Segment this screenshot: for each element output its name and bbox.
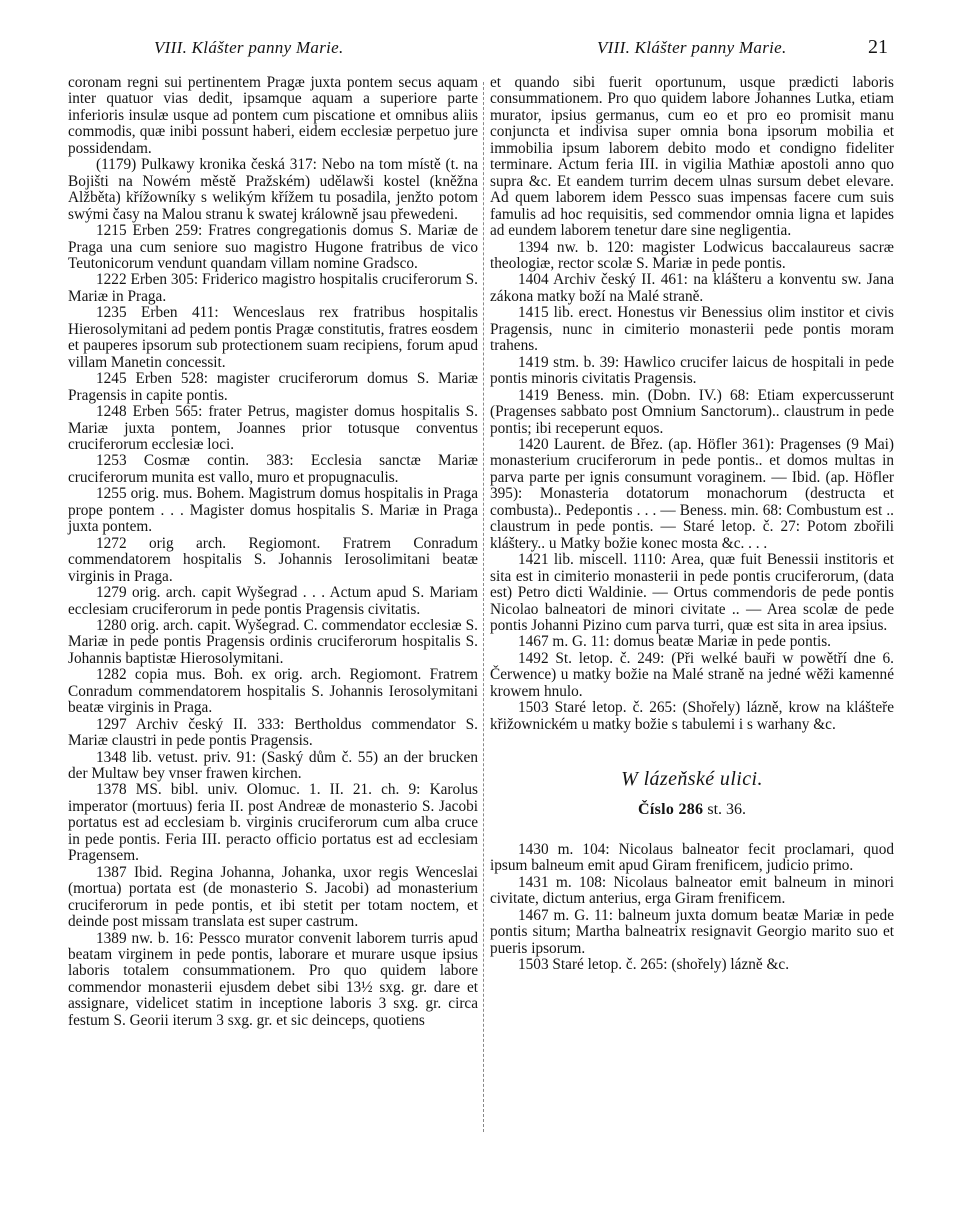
- paragraph: 1253 Cosmæ contin. 383: Ecclesia sanctæ Mariæ cruciferorum munita est vallo, muro et propugnaculis.: [68, 452, 478, 486]
- paragraph: 1248 Erben 565: frater Petrus, magister domus hospitalis S. Mariæ juxta pontem, Joannes prior totusque conventus cruciferorum ecclesiæ loci.: [68, 403, 478, 453]
- right-column: [490, 75, 894, 974]
- paragraph: 1282 copia mus. Boh. ex orig. arch. Regiomont. Fratrem Conradum commendatorem hospitalis S. Johannis Ierosolymitani beatæ virginis in Praga.: [68, 666, 478, 717]
- running-header-right: VIII. Klášter panny Marie.: [597, 38, 787, 57]
- paragraph: 1255 orig. mus. Bohem. Magistrum domus hospitalis in Praga prope pontem . . . Magister domus hospitalis S. Mariæ in Praga juxta pontem.: [68, 485, 478, 536]
- paragraph: 1387 Ibid. Regina Johanna, Johanka, uxor regis Wenceslai (mortua) portata est (de monasterio S. Jacobi) ad monasterium cruciferorum in pede pontis, et ibi stetit per totam noctem, et deinde post missam translata est super castrum.: [68, 863, 478, 931]
- page-number: 21: [868, 36, 888, 58]
- paragraph: 1245 Erben 528: magister cruciferorum domus S. Mariæ Pragensis in capite pontis.: [68, 370, 478, 404]
- paragraph: 1503 Staré letop. č. 265: (Shořely) lázně, krow na klášteře křižownickém u matky božie s tabulemi i s warhany &c.: [490, 699, 894, 733]
- house-number: [490, 802, 894, 818]
- house-number-suffix: st. 36.: [707, 800, 747, 818]
- paragraph: 1467 m. G. 11: domus beatæ Mariæ in pede pontis.: [518, 633, 831, 651]
- column-divider: [483, 82, 484, 1132]
- paragraph: 1279 orig. arch. capit Wyšegrad . . . Actum apud S. Mariam ecclesiam cruciferorum in pede pontis Pragensis civitatis.: [68, 584, 478, 618]
- paragraph: 1467 m. G. 11: balneum juxta domum beatæ Mariæ in pede pontis situm; Martha balneatrix resignavit Georgio marito suo et pueris ipsorum.: [490, 906, 894, 957]
- section-title: W lázeňské ulici.: [621, 768, 763, 791]
- paragraph: 1419 Beness. min. (Dobn. IV.) 68: Etiam expercusserunt (Pragenses sabbato post Omnium Sanctorum).. claustrum in pede pontis; ibi receperunt equos.: [490, 386, 894, 437]
- paragraph: 1415 lib. erect. Honestus vir Benessius olim institor et civis Pragensis, nunc in cimiterio monasterii pede pontis moram trahens.: [490, 304, 894, 355]
- paragraph: 1419 stm. b. 39: Hawlico crucifer laicus de hospitali in pede pontis minoris civitatis Pragensis.: [490, 353, 894, 388]
- house-number-label: Číslo 286: [637, 800, 704, 818]
- paragraph: coronam regni sui pertinentem Pragæ juxta pontem secus aquam inter quatuor vias dedit, ipsamque aquam a superiore parte inferioris insulæ usque ad pontem cum piscatione et omnibus aliis commodis, quæ inibi possunt haberi, eidem ecclesiæ perpetuo jure possidendam.: [68, 74, 478, 157]
- running-header-left: VIII. Klášter panny Marie.: [154, 38, 344, 57]
- paragraph: 1503 Staré letop. č. 265: (shořely) lázně &c.: [518, 956, 790, 974]
- paragraph: 1394 nw. b. 120: magister Lodwicus baccalaureus sacræ theologiæ, rector scolæ S. Mariæ in pede pontis.: [490, 238, 894, 272]
- paragraph: 1389 nw. b. 16: Pessco murator convenit laborem turris apud beatam virginem in pede pontis, laborare et murare usque ipsius laboris totalem consummationem. Pro quo quidem labore commendor monasterii ejusdem debet sibi 13½ sxg. gr. dare et assignare, videlicet statim in inceptione laboris 3 sxg. gr. circa festum S. Georii iterum 3 sxg. gr. et sic deinceps, quotiens: [68, 929, 478, 1029]
- paragraph: 1235 Erben 411: Wenceslaus rex fratribus hospitalis Hierosolymitani ad pedem pontis Pragæ constitutis, fratres eosdem et pauperes ipsorum sub protectionem suam recipiens, forum apud villam Manetin concessit.: [68, 304, 478, 371]
- paragraph: 1280 orig. arch. capit. Wyšegrad. C. commendator ecclesiæ S. Mariæ in pede pontis Pragensis ordinis cruciferorum hospitalis S. Johannis baptistæ Hierosolymitani.: [68, 616, 478, 667]
- paragraph: 1215 Erben 259: Fratres congregationis domus S. Mariæ de Praga una cum seniore suo magistro Hugone fratribus de vico Teutonicorum vendunt quandam villam nomine Gradsco.: [68, 222, 478, 272]
- paragraph: 1222 Erben 305: Friderico magistro hospitalis cruciferorum S. Mariæ in Praga.: [68, 271, 478, 305]
- paragraph: 1420 Laurent. de Břez. (ap. Höfler 361): Pragenses (9 Mai) monasterium cruciferorum in pede pontis.. et domos multas in parva parte per ignis consumunt voraginem. — Ibid. (ap. Höfler 395): Monasteria dotatorum monachorum (destructa et combusta).. Pedepontis . . . — Beness. min. 68: Combustum est .. claustrum in pede pontis. — Staré letop. č. 27: Potom zbořili kláštery.. u Matky božie konec mosta &c. . . .: [490, 435, 894, 552]
- left-column: [68, 75, 478, 1029]
- paragraph: 1430 m. 104: Nicolaus balneator fecit proclamari, quod ipsum balneum emit apud Giram frenificem, judicio primo.: [490, 841, 894, 875]
- paragraph: 1431 m. 108: Nicolaus balneator emit balneum in minori civitate, dictum anterius, erga Giram frenificem.: [490, 873, 894, 908]
- paragraph: 1348 lib. vetust. priv. 91: (Saský dům č. 55) an der brucken der Multaw bey vnser frawen kirchen.: [68, 748, 478, 783]
- paragraph: (1179) Pulkawy kronika česká 317: Nebo na tom místě (t. na Bojišti na Nowém městě Pražském) udělawši kostel (kněžna Alžběta) křížowníky s welikým křížem tu posadila, jenžto potom swými časy na Malou stranu k swatej králowně jsau přewedeni.: [68, 156, 478, 223]
- paragraph: 1272 orig arch. Regiomont. Fratrem Conradum commendatorem hospitalis S. Johannis Ierosolimitani beatæ virginis in Praga.: [68, 534, 478, 585]
- paragraph: 1492 St. letop. č. 249: (Při welké bauři w powětří dne 6. Čerwence) u matky božie na Malé straně na jedné wěži kamenné krowem hnulo.: [490, 649, 894, 700]
- paragraph: 1297 Archiv český II. 333: Bertholdus commendator S. Mariæ claustri in pede pontis Pragensis.: [68, 715, 478, 750]
- paragraph: 1378 MS. bibl. univ. Olomuc. 1. II. 21. ch. 9: Karolus imperator (mortuus) feria II. post Andreæ de monasterio S. Jacobi portatus est ad ecclesiam b. virginis cruciferorum cum alba cruce in pede pontis. Feria III. peracto officio portatus est ad ecclesiam Pragensem.: [68, 781, 478, 865]
- paragraph: 1421 lib. miscell. 1110: Area, quæ fuit Benessii institoris et sita est in cimiterio monasterii in pede pontis cruciferorum, (data est) Petro dicti Waldinie. — Ortus commendoris de pede pontis Nicolao balneatori de minori civitate .. — Area scolæ de pede pontis Johanni Pizino cum parva turri, quæ est sita in area ipsius.: [490, 551, 894, 634]
- paragraph: 1404 Archiv český II. 461: na klášteru a konventu sw. Jana zákona matky boží na Malé straně.: [490, 271, 894, 305]
- paragraph: et quando sibi fuerit oportunum, usque prædicti laboris consummationem. Pro quo quidem labore Johannes Lutka, etiam murator, ipsius germanus, cum eo et pro eo promisit manu conjuncta et indivisa super omnia bona ipsorum mobilia et immobilia ipsum laborem debito modo et condigno fideliter terminare. Actum feria III. in vigilia Mathiæ apostoli anno quo supra &c. Et eandem turrim decem ulnas sursum debet elevare. Ad quem laborem idem Pessco suas impensas facere cum suis famulis ad hoc requisitis, sed commendor omnia ligna et lapides ad eundem laborem tenetur dare sine negligentia.: [490, 74, 894, 240]
